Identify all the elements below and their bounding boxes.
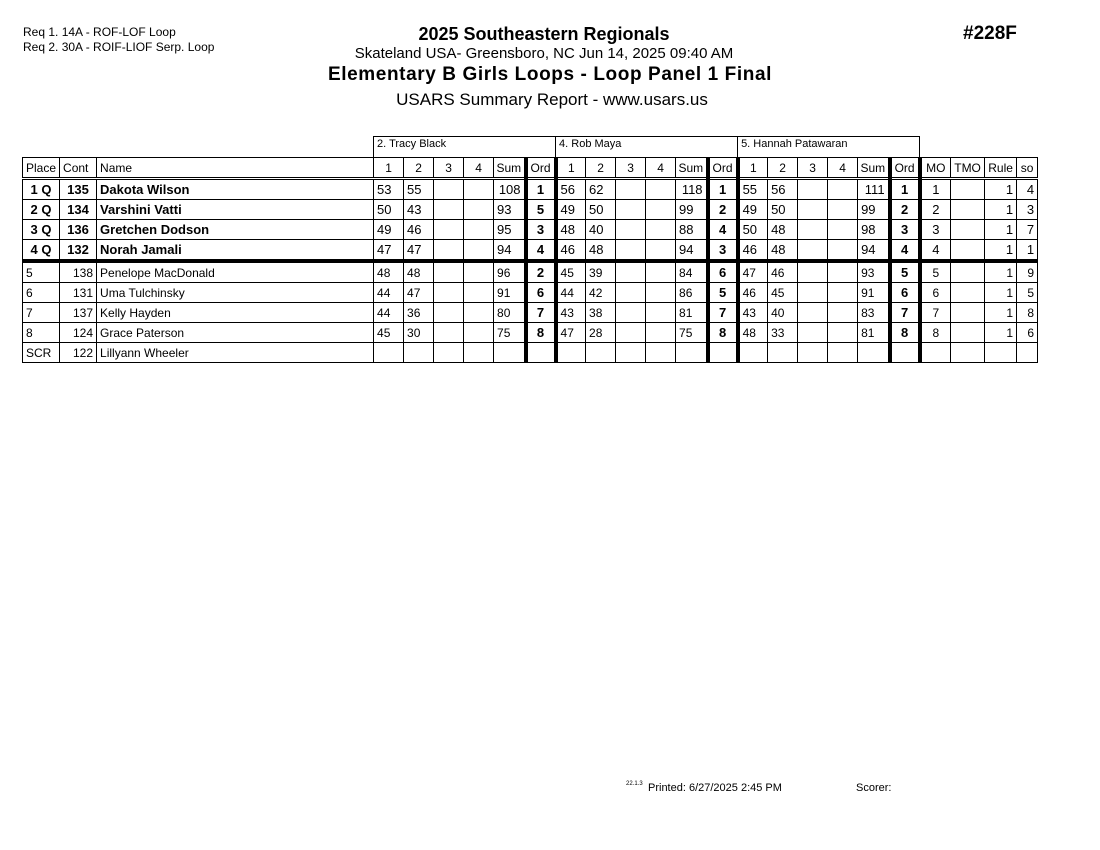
col-judge3-2: 2	[768, 158, 798, 179]
judge2-score-1: 43	[556, 303, 586, 323]
judge2-score-4	[646, 261, 676, 283]
judge3-score-4	[828, 283, 858, 303]
judge3-score-1: 50	[738, 220, 768, 240]
judge3-score-3	[798, 179, 828, 200]
col-cont: Cont	[60, 158, 97, 179]
judge3-score-3	[798, 343, 828, 363]
judge3-score-1: 43	[738, 303, 768, 323]
judge1-score-sum: 93	[494, 200, 526, 220]
col-rule: Rule	[985, 158, 1017, 179]
requirement-1: Req 1. 14A - ROF-LOF Loop	[23, 25, 176, 39]
judge1-score-3	[434, 220, 464, 240]
judge1-score-sum: 91	[494, 283, 526, 303]
judge1-score-sum: 95	[494, 220, 526, 240]
contestant-number: 131	[60, 283, 97, 303]
skater-name: Gretchen Dodson	[97, 220, 374, 240]
col-judge2-1: 1	[556, 158, 586, 179]
judge1-score-4	[464, 343, 494, 363]
judge1-score-1: 50	[374, 200, 404, 220]
table-row	[23, 200, 1038, 220]
judge2-ordinal: 1	[708, 179, 738, 200]
judge1-score-2: 47	[404, 240, 434, 262]
judge3-ordinal	[890, 343, 920, 363]
contestant-number: 124	[60, 323, 97, 343]
contestant-number: 134	[60, 200, 97, 220]
skate-order: 7	[1017, 220, 1038, 240]
judge1-score-1	[374, 343, 404, 363]
judge1-score-2: 55	[404, 179, 434, 200]
scorer-label: Scorer:	[856, 782, 892, 794]
contestant-number: 135	[60, 179, 97, 200]
judge3-score-3	[798, 323, 828, 343]
judge3-ordinal: 2	[890, 200, 920, 220]
col-judge3-ord: Ord	[890, 158, 920, 179]
place-cell: 3 Q	[23, 220, 60, 240]
judge1-score-3	[434, 179, 464, 200]
judge3-score-sum: 111	[858, 179, 890, 200]
judge3-score-sum: 94	[858, 240, 890, 262]
place-cell: 4 Q	[23, 240, 60, 262]
judge2-ordinal: 3	[708, 240, 738, 262]
contestant-number: 138	[60, 261, 97, 283]
judge1-score-3	[434, 283, 464, 303]
rule-cell: 1	[985, 220, 1017, 240]
judge3-score-3	[798, 200, 828, 220]
judge2-score-2: 39	[586, 261, 616, 283]
judge2-score-1: 44	[556, 283, 586, 303]
judge2-score-sum	[676, 343, 708, 363]
judge2-score-sum: 118	[676, 179, 708, 200]
judge3-score-1: 49	[738, 200, 768, 220]
judge1-score-sum: 75	[494, 323, 526, 343]
rule-cell: 1	[985, 303, 1017, 323]
judge3-score-1: 46	[738, 283, 768, 303]
judge2-score-2: 42	[586, 283, 616, 303]
col-judge3-3: 3	[798, 158, 828, 179]
judge1-ordinal: 5	[526, 200, 556, 220]
judge3-score-1: 55	[738, 179, 768, 200]
judge3-score-4	[828, 240, 858, 262]
judge3-score-3	[798, 283, 828, 303]
judge2-score-3	[616, 283, 646, 303]
rule-cell: 1	[985, 200, 1017, 220]
judge3-score-2: 33	[768, 323, 798, 343]
judge2-ordinal	[708, 343, 738, 363]
judge1-score-sum: 80	[494, 303, 526, 323]
judge2-score-2: 50	[586, 200, 616, 220]
place-cell: SCR	[23, 343, 60, 363]
judge-name: 2. Tracy Black	[374, 137, 556, 158]
judge2-score-3	[616, 179, 646, 200]
skate-order: 8	[1017, 303, 1038, 323]
contestant-number: 136	[60, 220, 97, 240]
venue-date: Skateland USA- Greensboro, NC Jun 14, 2025 09:40 AM	[354, 45, 734, 62]
judge3-ordinal: 1	[890, 179, 920, 200]
report-title: USARS Summary Report - www.usars.us	[396, 90, 708, 109]
judge3-score-sum: 99	[858, 200, 890, 220]
judge1-score-3	[434, 200, 464, 220]
tie-majority-ordinal	[951, 283, 985, 303]
judge2-ordinal: 4	[708, 220, 738, 240]
tie-majority-ordinal	[951, 179, 985, 200]
judge2-score-4	[646, 323, 676, 343]
competition-title: 2025 Southeastern Regionals	[418, 24, 670, 44]
judge2-score-1: 49	[556, 200, 586, 220]
judge1-ordinal: 4	[526, 240, 556, 262]
judge1-score-4	[464, 261, 494, 283]
rule-cell: 1	[985, 240, 1017, 262]
contestant-number: 132	[60, 240, 97, 262]
judge2-score-3	[616, 343, 646, 363]
judge2-score-sum: 88	[676, 220, 708, 240]
majority-ordinal: 6	[920, 283, 951, 303]
judge1-score-4	[464, 179, 494, 200]
skater-name: Varshini Vatti	[97, 200, 374, 220]
judge2-ordinal: 2	[708, 200, 738, 220]
judge1-ordinal: 1	[526, 179, 556, 200]
judge2-score-4	[646, 220, 676, 240]
judge3-score-4	[828, 323, 858, 343]
place-cell: 6	[23, 283, 60, 303]
tie-majority-ordinal	[951, 240, 985, 262]
judge1-score-3	[434, 323, 464, 343]
judge-name: 4. Rob Maya	[556, 137, 738, 158]
judge2-score-1: 46	[556, 240, 586, 262]
judge1-score-2: 36	[404, 303, 434, 323]
judge3-score-sum: 91	[858, 283, 890, 303]
majority-ordinal: 8	[920, 323, 951, 343]
place-cell: 5	[23, 261, 60, 283]
col-judge2-3: 3	[616, 158, 646, 179]
majority-ordinal: 3	[920, 220, 951, 240]
col-judge1-ord: Ord	[526, 158, 556, 179]
majority-ordinal	[920, 343, 951, 363]
judge2-score-4	[646, 283, 676, 303]
judge-header-row	[23, 137, 1038, 158]
judge3-score-4	[828, 261, 858, 283]
judge3-score-2: 40	[768, 303, 798, 323]
col-judge1-1: 1	[374, 158, 404, 179]
tie-majority-ordinal	[951, 200, 985, 220]
judge1-ordinal: 6	[526, 283, 556, 303]
judge1-score-4	[464, 240, 494, 262]
judge2-score-3	[616, 220, 646, 240]
judge3-score-4	[828, 200, 858, 220]
skate-order: 3	[1017, 200, 1038, 220]
table-row	[23, 283, 1038, 303]
judge2-score-sum: 81	[676, 303, 708, 323]
contestant-number: 122	[60, 343, 97, 363]
column-header-row	[23, 158, 1038, 179]
table-row	[23, 261, 1038, 283]
majority-ordinal: 5	[920, 261, 951, 283]
judge2-score-sum: 94	[676, 240, 708, 262]
judge3-score-1: 46	[738, 240, 768, 262]
judge1-ordinal: 8	[526, 323, 556, 343]
judge2-score-sum: 84	[676, 261, 708, 283]
majority-ordinal: 2	[920, 200, 951, 220]
judge3-score-2: 48	[768, 220, 798, 240]
judge2-score-4	[646, 343, 676, 363]
judge1-score-1: 44	[374, 283, 404, 303]
judge3-score-4	[828, 343, 858, 363]
rule-cell: 1	[985, 261, 1017, 283]
skate-order: 5	[1017, 283, 1038, 303]
skater-name: Kelly Hayden	[97, 303, 374, 323]
judge1-ordinal: 2	[526, 261, 556, 283]
col-judge3-sum: Sum	[858, 158, 890, 179]
judge3-score-sum: 93	[858, 261, 890, 283]
place-cell: 1 Q	[23, 179, 60, 200]
tie-majority-ordinal	[951, 261, 985, 283]
judge2-score-4	[646, 240, 676, 262]
version-label: 22.1.3	[626, 781, 643, 787]
results-table	[22, 136, 1038, 363]
event-title: Elementary B Girls Loops - Loop Panel 1 Final	[327, 64, 773, 85]
col-judge2-2: 2	[586, 158, 616, 179]
judge3-ordinal: 3	[890, 220, 920, 240]
judge2-score-3	[616, 323, 646, 343]
judge3-ordinal: 5	[890, 261, 920, 283]
col-name: Name	[97, 158, 374, 179]
judge2-score-sum: 99	[676, 200, 708, 220]
place-cell: 8	[23, 323, 60, 343]
rule-cell: 1	[985, 283, 1017, 303]
table-row	[23, 179, 1038, 200]
judge1-score-1: 49	[374, 220, 404, 240]
judge2-score-2: 28	[586, 323, 616, 343]
table-row	[23, 220, 1038, 240]
judge3-ordinal: 4	[890, 240, 920, 262]
col-judge2-sum: Sum	[676, 158, 708, 179]
judge1-score-1: 53	[374, 179, 404, 200]
col-judge2-ord: Ord	[708, 158, 738, 179]
judge2-score-2	[586, 343, 616, 363]
judge1-score-4	[464, 323, 494, 343]
col-mo: MO	[920, 158, 951, 179]
judge2-score-3	[616, 261, 646, 283]
judge2-ordinal: 7	[708, 303, 738, 323]
judge1-score-1: 48	[374, 261, 404, 283]
judge1-score-3	[434, 303, 464, 323]
col-tmo: TMO	[951, 158, 985, 179]
skater-name: Uma Tulchinsky	[97, 283, 374, 303]
judge3-score-2	[768, 343, 798, 363]
judge2-score-sum: 86	[676, 283, 708, 303]
col-place: Place	[23, 158, 60, 179]
judge2-score-1: 45	[556, 261, 586, 283]
judge2-ordinal: 5	[708, 283, 738, 303]
tie-majority-ordinal	[951, 303, 985, 323]
judge1-score-2: 43	[404, 200, 434, 220]
skate-order: 9	[1017, 261, 1038, 283]
majority-ordinal: 1	[920, 179, 951, 200]
judge2-score-2: 48	[586, 240, 616, 262]
table-row	[23, 240, 1038, 262]
judge2-score-4	[646, 303, 676, 323]
tie-majority-ordinal	[951, 343, 985, 363]
judge1-score-2: 46	[404, 220, 434, 240]
judge1-ordinal: 3	[526, 220, 556, 240]
skate-order: 1	[1017, 240, 1038, 262]
judge3-score-sum: 81	[858, 323, 890, 343]
requirement-2: Req 2. 30A - ROIF-LIOF Serp. Loop	[23, 40, 215, 54]
judge1-score-3	[434, 261, 464, 283]
table-row	[23, 343, 1038, 363]
judge2-ordinal: 6	[708, 261, 738, 283]
judge1-ordinal: 7	[526, 303, 556, 323]
judge2-score-2: 62	[586, 179, 616, 200]
col-judge1-sum: Sum	[494, 158, 526, 179]
judge1-score-2: 47	[404, 283, 434, 303]
judge2-score-3	[616, 240, 646, 262]
judge3-score-4	[828, 179, 858, 200]
judge3-score-1: 47	[738, 261, 768, 283]
printed-timestamp: Printed: 6/27/2025 2:45 PM	[648, 782, 782, 794]
judge2-ordinal: 8	[708, 323, 738, 343]
event-number: #228F	[963, 23, 1017, 44]
judge2-score-1	[556, 343, 586, 363]
majority-ordinal: 4	[920, 240, 951, 262]
judge1-score-1: 44	[374, 303, 404, 323]
judge3-score-sum: 98	[858, 220, 890, 240]
judge3-score-2: 45	[768, 283, 798, 303]
judge3-score-2: 48	[768, 240, 798, 262]
skate-order: 4	[1017, 179, 1038, 200]
rule-cell: 1	[985, 179, 1017, 200]
judge1-score-4	[464, 200, 494, 220]
judge1-score-4	[464, 303, 494, 323]
judge1-score-2: 30	[404, 323, 434, 343]
judge2-score-4	[646, 179, 676, 200]
skater-name: Lillyann Wheeler	[97, 343, 374, 363]
skater-name: Penelope MacDonald	[97, 261, 374, 283]
judge3-score-sum	[858, 343, 890, 363]
judge1-score-3	[434, 343, 464, 363]
judge3-score-1	[738, 343, 768, 363]
judge1-score-sum: 94	[494, 240, 526, 262]
judge2-score-sum: 75	[676, 323, 708, 343]
judge1-score-4	[464, 220, 494, 240]
table-row	[23, 323, 1038, 343]
tie-majority-ordinal	[951, 323, 985, 343]
judge1-score-2: 48	[404, 261, 434, 283]
rule-cell	[985, 343, 1017, 363]
judge2-score-1: 47	[556, 323, 586, 343]
judge1-score-sum: 96	[494, 261, 526, 283]
col-judge2-4: 4	[646, 158, 676, 179]
judge3-score-2: 56	[768, 179, 798, 200]
judge2-score-4	[646, 200, 676, 220]
judge2-score-2: 38	[586, 303, 616, 323]
col-judge1-3: 3	[434, 158, 464, 179]
majority-ordinal: 7	[920, 303, 951, 323]
judge1-score-sum: 108	[494, 179, 526, 200]
judge1-score-2	[404, 343, 434, 363]
skater-name: Norah Jamali	[97, 240, 374, 262]
contestant-number: 137	[60, 303, 97, 323]
judge1-score-sum	[494, 343, 526, 363]
judge3-ordinal: 7	[890, 303, 920, 323]
judge2-score-1: 48	[556, 220, 586, 240]
judge3-score-3	[798, 220, 828, 240]
judge3-ordinal: 6	[890, 283, 920, 303]
judge3-score-3	[798, 261, 828, 283]
place-cell: 2 Q	[23, 200, 60, 220]
judge3-score-2: 46	[768, 261, 798, 283]
judge2-score-2: 40	[586, 220, 616, 240]
judge2-score-1: 56	[556, 179, 586, 200]
judge3-score-2: 50	[768, 200, 798, 220]
table-row	[23, 303, 1038, 323]
judge1-score-1: 47	[374, 240, 404, 262]
skate-order: 6	[1017, 323, 1038, 343]
rule-cell: 1	[985, 323, 1017, 343]
judge3-score-4	[828, 220, 858, 240]
col-judge1-4: 4	[464, 158, 494, 179]
judge1-score-3	[434, 240, 464, 262]
judge3-score-1: 48	[738, 323, 768, 343]
judge3-score-3	[798, 240, 828, 262]
judge-name: 5. Hannah Patawaran	[738, 137, 920, 158]
judge3-score-3	[798, 303, 828, 323]
judge2-score-3	[616, 303, 646, 323]
col-judge3-4: 4	[828, 158, 858, 179]
tie-majority-ordinal	[951, 220, 985, 240]
judge1-ordinal	[526, 343, 556, 363]
judge1-score-4	[464, 283, 494, 303]
skater-name: Dakota Wilson	[97, 179, 374, 200]
col-judge3-1: 1	[738, 158, 768, 179]
col-judge1-2: 2	[404, 158, 434, 179]
skater-name: Grace Paterson	[97, 323, 374, 343]
col-so: so	[1017, 158, 1038, 179]
judge1-score-1: 45	[374, 323, 404, 343]
place-cell: 7	[23, 303, 60, 323]
judge3-score-4	[828, 303, 858, 323]
judge2-score-3	[616, 200, 646, 220]
skate-order	[1017, 343, 1038, 363]
judge3-score-sum: 83	[858, 303, 890, 323]
judge3-ordinal: 8	[890, 323, 920, 343]
